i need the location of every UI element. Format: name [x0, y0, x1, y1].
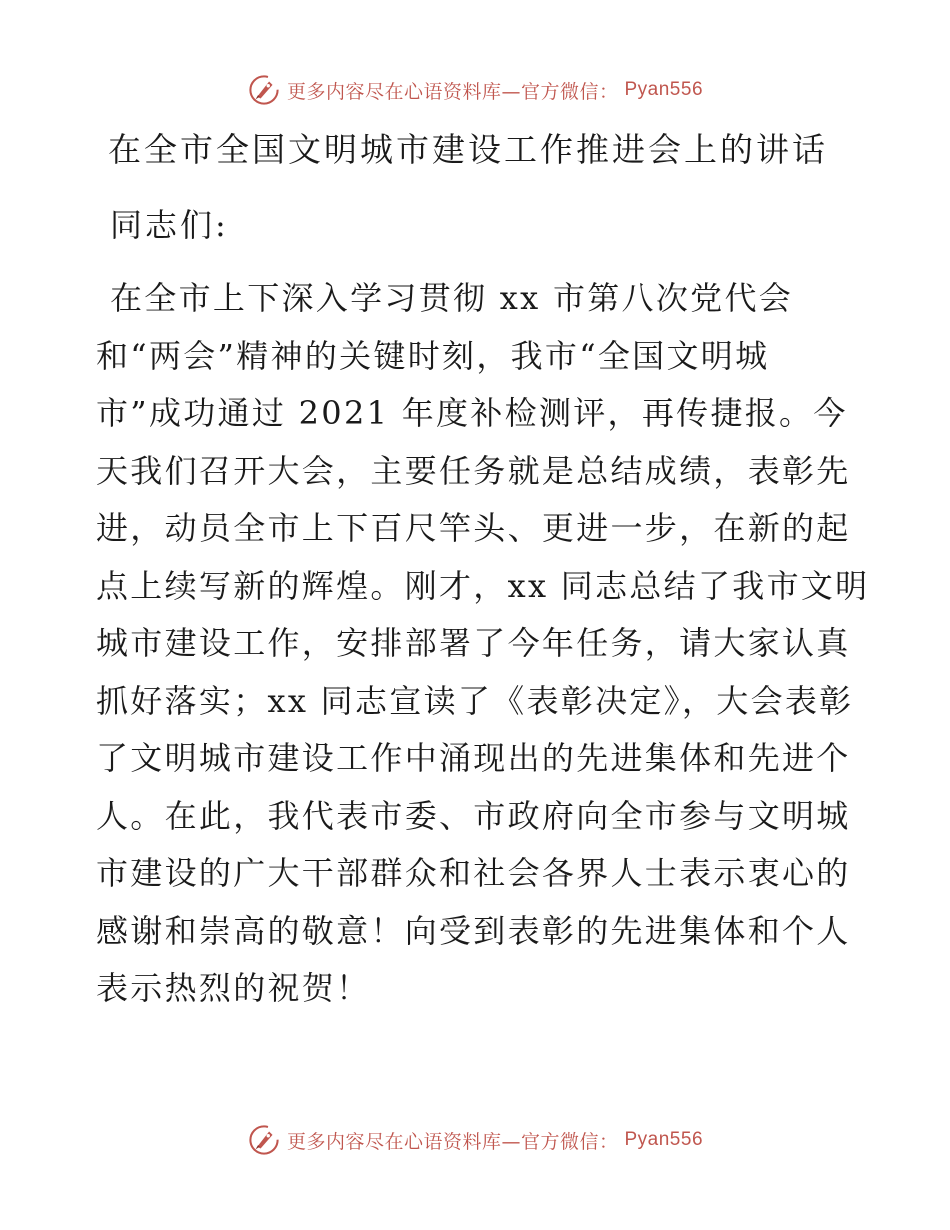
salutation: 同志们: — [110, 206, 229, 244]
watermark-wechat-id: Pyan556 — [624, 79, 704, 100]
header-watermark — [0, 68, 950, 112]
paragraph-line: 城市建设工作，安排部署了今年任务，请大家认真 — [96, 624, 851, 662]
watermark-text: 更多内容尽在心语资料库—官方微信： — [286, 1130, 619, 1153]
footer-watermark — [0, 1118, 950, 1162]
watermark-wechat-id: Pyan556 — [624, 1129, 704, 1150]
paragraph-line: 进，动员全市上下百尺竿头、更进一步，在新的起 — [96, 509, 851, 547]
pen-nib-logo-icon — [247, 73, 281, 107]
paragraph-line: 和“两会”精神的关键时刻，我市“全国文明城 — [96, 336, 770, 375]
paragraph-line: 了文明城市建设工作中涌现出的先进集体和先进个 — [96, 739, 851, 777]
paragraph-line: 感谢和崇高的敬意！向受到表彰的先进集体和个人 — [96, 911, 851, 950]
paragraph-line: 抓好落实；xx 同志宣读了《表彰决定》，大会表彰 — [96, 681, 854, 720]
watermark-text: 更多内容尽在心语资料库—官方微信： — [286, 80, 619, 103]
paragraph-line: 在全市上下深入学习贯彻 xx 市第八次党代会 — [110, 279, 794, 317]
paragraph-line: 人。在此，我代表市委、市政府向全市参与文明城 — [96, 796, 851, 835]
paragraph-line: 点上续写新的辉煌。刚才，xx 同志总结了我市文明 — [96, 566, 870, 605]
paragraph-line: 市”成功通过 2021 年度补检测评，再传捷报。今 — [96, 394, 848, 432]
paragraph-line: 表示热烈的祝贺！ — [96, 969, 371, 1007]
document-title: 在全市全国文明城市建设工作推进会上的讲话 — [108, 130, 828, 169]
paragraph-line: 市建设的广大干部群众和社会各界人士表示衷心的 — [96, 854, 851, 892]
paragraph-line: 天我们召开大会，主要任务就是总结成绩，表彰先 — [96, 451, 851, 490]
pen-nib-logo-icon — [247, 1123, 281, 1157]
speech-paragraph — [96, 270, 870, 1018]
